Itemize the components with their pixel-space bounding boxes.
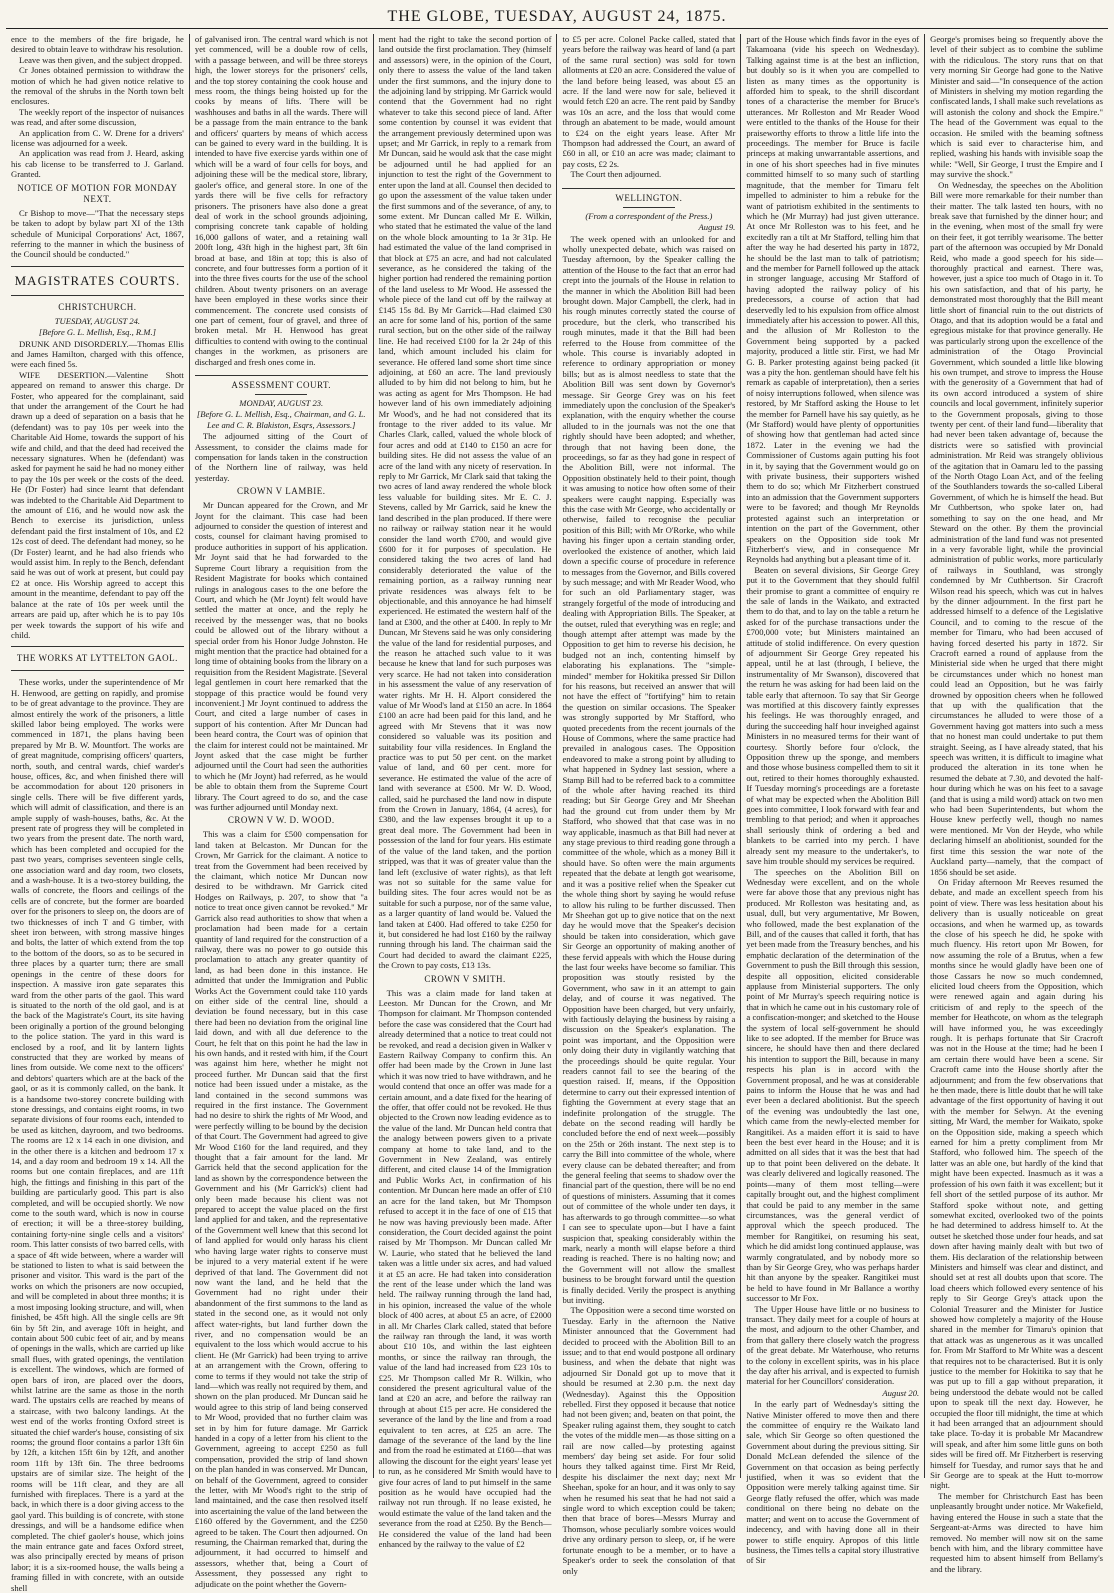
- correspondent-note: (From a correspondent of the Press.): [585, 210, 713, 221]
- divider: [623, 207, 675, 208]
- paragraph: Beaten on several divisions, Sir George Grey put it to the Government that they should fulfil their promise to grant a committee of enquiry re the sale of lands in the Waikato, and extracted them to do that, and to lay on the table a return he asked for of the purchase transactions under the £700,000 vote; but Ministers maintained an attitude of stolid indifference. On every question of adjournment Sir George Grey repeated his appeal, until he at last (through, I believe, the instrumentality of Mr Swanson), discovered that the return he was asking for had been laid on the table early that afternoon. To say that Sir George was mortified at this discovery faintly expresses his feelings. He was thoroughly enraged, and during the succeeding half hour inveighed against Ministers in no measured terms for their want of courtesy. Shortly before four o'clock, the Opposition threw up the sponge, and members and those whose business compelled them to sit it out, retired to their homes thoroughly exhausted. If Tuesday morning's proceedings are a foretaste of what may be expected when the Abolition Bill goes into committee, I look forward with fear and trembling to that period; and when it approaches shall seriously think of ordering a bed and blankets to be carried into my perch. I have already sent my measure to the undertaker's, to save him trouble should my services be required.: [746, 564, 920, 867]
- paragraph: On Wednesday, the speeches on the Abolition Bill were more remarkable for their number than their matter. The talk lasted ten hours, with no break save that furnished by the dinner hour; and in the evening, when most of the small fry were on their feet, it got terribly wearisome. The better part of the afternoon was occupied by Mr Donald Reid, who made a good speech for his side—thoroughly practical and earnest. There was, however, just a spice too much of Otago in it. To his own satisfaction, and that of his party, he demonstrated most thoroughly that the Bill meant little short of financial ruin to the out districts of Otago, and that its adoption would be a fatal and egregious mistake for that province generally. He was particularly strong upon the excellence of the administration of the Otago Provincial Government, which sounded a little like blowing his own trumpet, and strove to impress the House with the generosity of a Government that had of its own accord introduced a system of shire councils and local government, infinitely superior to the Government proposals, giving to those twenty per cent. of their land fund—liberality that had never been taken advantage of, because the districts were so satisfied with provincial administration. Mr Reid was strangely oblivious of the agitation that in Oamaru led to the passing of the North Otago Loan Act, and of the feeling of the Southlanders towards the so-called Liberal Government, of which he is himself the head. But Mr Cuthbertson, who spoke later on, had something to say on the one head, and Mr Steward on the other. By them the provincial administration of the land fund was not presented in a very favorable light, while the provincial administration of public works, more particularly of railways in Southland, was strongly condemned by Mr Cuthbertson. Sir Cracroft Wilson read his speech, which was cut in halves by the dinner adjournment. In the first part he addressed himself to a defence of the Legislative Council, and to coming to the rescue of the member for Timaru, who had been accused of having forced deserted his party in 1872. Sir Cracroft earned a round of applause from the Ministerial side when he urged that there might be circumstances under which no honest man could lead an Opposition, but he was fairly drowned by opposition cheers when he followed that up with the qualification that the circumstances he alluded to were those of a Government having got matters into such a mess that no honest man could undertake to put them straight. Seeing, as I have already stated, that his speech was written, it is difficult to imagine what produced the alteration in its tone when he resumed the debate at 7.30, and devoted the half-hour during which he was on his feet to a savage (and that is using a mild word) attack on two men who had been Superintendents, but whom the House knew perfectly well, though no names were mentioned. Mr Von der Heyde, who while declaring himself an abolitionist, sounded for the first time this session the war note of the Auckland party—namely, that the compact of 1856 should be set aside.: [930, 179, 1103, 877]
- paragraph: DRUNK AND DISORDERLY.—Thomas Ellis and James Hamilton, charged with this offence, were each fined 5s.: [11, 338, 184, 370]
- divider: [195, 375, 368, 376]
- divider: [11, 295, 184, 296]
- masthead: THE GLOBE, TUESDAY, AUGUST 24, 1875.: [6, 6, 1108, 29]
- paragraph: This was a claim made for land taken at Leeston. Mr Duncan for the Crown, and Mr Thompson for claimant. Mr Thompson contended before the case was considered that the Court had already determined that a notice to treat could not be revoked, and read a decision given in Walker v Eastern Railway Company to confirm this. An offer had been made by the Crown in June last which it was now tried to have withdrawn, and he would contend that once an offer was made for a certain amount, and a date fixed for the hearing of the offer, that offer could not be revoked. He thus objected to the Crown now leading evidence as to the value of the land. Mr Duncan held contra that the analogy between powers given to a private company at home to take land, and to the Government in New Zealand, was entirely different, and cited clause 14 of the Immigration and Public Works Act, in confirmation of his contention. Mr Duncan here made an offer of £10 an acre for the land taken, but Mr Thompson refused to accept it in the face of one of £15 that he now was having previously been made. After consideration, the Court decided against the point raised by Mr Thompson. Mr Duncan called Mr W. Laurie, who stated that he believed the land taken was a little under six acres, and had valued it at £5 an acre. He had taken into consideration the rent of the lease under which the land was held. The railway running through the land had, in his opinion, increased the value of the whole block of 400 acres, at about £5 an acre, of £2000 in all. Mr Charles Clark called, stated that before the railway ran through the land, it was worth about £10 10s, and within the last eighteen months, or since the railway ran through, the value of the land had increased from £23 10s to £25. Mr Thompson called Mr R. Wilkin, who considered the present agricultural value of the land at £20 an acre, and before the railway ran through at about £15 per acre. He considered the severance of the land by the line and from a road equivalent to ten acres, at £25 an acre. The damage of the severance of the land by the line and from the road he estimated at £160—that was allowing the discount for the eight years' lease yet to run, as he considered Mr Smith would have to give four acres of land to put himself in the same position as he would have occupied had the railway not run through. If no lease existed, he would estimate the value of the land taken and the severance from the road at £250. By the Bench—He considered the value of the land had been enhanced by the railway to the value of £2: [378, 987, 552, 1550]
- paragraph: The weekly report of the inspector of nuisances was read, and after some discussion,: [11, 106, 184, 128]
- paragraph: An application from C. W. Drene for a drivers' license was adjourned for a week.: [11, 127, 184, 149]
- column-2: [190, 34, 374, 1589]
- column-4: [557, 34, 741, 1576]
- paragraph: This was a claim for £500 compensation for land taken at Belcaston. Mr Duncan for the Crown, Mr Garrick for the claimant. A notice to treat from the Government had been received by the claimant, which notice Mr Duncan now desired to be withdrawn. Mr Garrick cited Hodges on Railways, p. 207, to show that "a notice to treat once given cannot be revoked." Mr Garrick also read authorities to show that when a proclamation had been made for a certain quantity of land required for the construction of a railway, there was no power to go outside this proclamation to attach any greater quantity of land, as had been done in this instance. He admitted that under the Immigration and Public Works Act the Government could take 110 yards on either side of the central line, should a deviation be found necessary, but in this case there had been no deviation from the original line laid down, and with all due deference to the Court, he felt that on this point he had the law in his own hands, and it rested with him, if the Court was against him here, whether he might not proceed further. Mr Duncan said that the first notice had been issued under a mistake, as the land contained in the second summons was required in the first instance. The Government had no desire to shirk the rights of Mr Wood, and were perfectly willing to be bound by the decision of that Court. The Government had agreed to give Mr Wood £160 for the land required, and they thought that a fair amount for the land. Mr Garrick held that the second application for the land as shown by the correspondence between the Government and his (Mr Garrick's) client had only been made because his client was not prepared to accept the value placed on the first land applied for and taken, and the representative of the Government well knew that this second lot of land applied for would only harass his client who having large water rights to conserve must be injured to a very material extent if he were deprived of that land. The Government did not now want the land, and he held that the Government had no right under their abandonment of the first summons to the land as stated in the second one, as it would not only affect water-rights, but land further down the river, and no compensation would be an equivalent to the loss which would accrue to his client. He (Mr Garrick) had been trying to arrive at an arrangement with the Crown, offering to come to terms if they would not take the strip of land—which was really not required by them, and shown on the plan produced. Mr Duncan said he would agree to this strip of land being conserved to Mr Wood, provided that no further claim was set in by him for future damage. Mr Garrick handed in a copy of a letter from his client to the Government, agreeing to accept £250 as full compensation, provided the strip of land shown on the plan handed in was conserved. Mr Duncan, on behalf of the Government, agreed to consider the letter, with Mr Wood's right to the strip of land maintained, and the case then resolved itself into ascertaining the value of the land between the £160 offered by the Government, and the £250 agreed to be taken. The Court then adjourned. On resuming, the Chairman remarked that, during the adjournment, it had occurred to himself and assessors, whether that, being a Court of Assessment, they possessed any right to adjudicate on the point whether the Govern-: [194, 829, 368, 1589]
- bench-note: [Before G. L. Mellish, Esq., Chairman, and G. L. Lee and C. R. Blakiston, Esqrs, Assessors.]: [196, 409, 366, 430]
- paragraph: George's promises being so frequently above the level of their subject as to combine the sublime with the ridiculous. The story runs that on that very morning Sir George had gone to the Native Minister and said—"In consequence of the action of Ministers in shelving my motion regarding the confiscated lands, I shall make such revelations as will astonish the colony and shock the Empire." The head of the Government was equal to the occasion. He smiled with the beaming softness which is said ever to characterise him, and replied, washing his hands with invisible soap the while: "Well, Sir George, I trust the Empire and I may survive the shock.": [930, 34, 1103, 180]
- divider: [11, 670, 184, 671]
- paragraph: On Friday afternoon Mr Reeves resumed the debate, and made an excellent speech from his point of view. There was less hesitation about his delivery than is usually noticeable on great occasions, and when he warmed up, as towards the close of his speech he did, he spoke with much fluency. His retort upon Mr Bowen, for now assuming the role of a Brutus, when a few months since he would gladly have been one of those Cassars he now so much condemned, elicited loud cheers from the Opposition, which were renewed again and again during his criticism of and reply to the speech of the member for Heathcote, on whom as the telegraph will have informed you, he was exceedingly rough. It is perhaps fortunate that Sir Cracroft was not in the House at the time; had he been I am certain there would have been a scene. Sir Cracroft came into the House shortly after the adjournment; and from the few observations that he then made, there is little doubt that he will take advantage of the first opportunity of having it out with the member for Selwyn. At the evening sitting, Mr Ward, the member for Waikato, spoke on the Opposition side, making a speech which earned for him a pretty compliment from Mr Stafford, who followed him. The speech of the latter was an able one, but hardly of the kind that might have been expected. Inasmuch as it was a profession of his own faith it was excellent; but it fell short of the settled purpose of its author. Mr Stafford spoke without note, and getting somewhat excited, overlooked two of the points he had determined to address himself to. At the outset he sketched those under four heads, and sat down after having mainly dealt with but two of them. His declaration of the relationship between Ministers and himself was clear and distinct, and should set at rest all doubts upon that score. The load cheers which followed every sentence of his reply to Sir George Grey's attack upon the Colonial Treasurer and the Minister for Justice showed how completely a majority of the House shared in the member for Timaru's opinion that that attack was as ungenerous as it was uncalled for. From Mr Stafford to Mr White was a descent that requires not to be characterised. But it is only justice to the member for Hokitika to say that he was put up to fill a gap without preparation, it being understood the debate would not be called upon to speak till the next day. However, he occupied the floor till midnight, the time at which it had been arranged that an adjournment should take place. To-day it is probable Mr Macandrew will speak, and after him some little guns on both sides will be fired off. Mr Fitzherbert is reserving himself for Tuesday, and rumor says that he and Sir George are to speak at the Hutt to-morrow night.: [930, 876, 1103, 1491]
- paragraph: Cr Jones obtained permission to withdraw the motion of which he had given notice relative to the removal of the shrubs in the North town belt enclosures.: [11, 65, 184, 107]
- paragraph: The Upper House have little or no business to transact. They daily meet for a couple of hours at the most, and adjourn to the other Chamber, and from that gallery there closely watch the progress of the great debate. Mr Waterhouse, who returns to the colony in excellent spirits, was in his place the day after his arrival, and is expected to furnish material for her Councillors' consideration.: [746, 1303, 920, 1387]
- section-heading: ASSESSMENT COURT.: [231, 380, 332, 390]
- paragraph: An application was read from J. Heard, asking his cab license to be transferred to J. Garland. Granted.: [11, 148, 184, 180]
- paragraph: The member for Christchurch East has been unpleasantly brought under notice. Mr Wakefield, having entered the House in such a state that the Sergeant-at-Arms was directed to have him removed. No member will now sit on the same bench with him, and the library committee have requested him to absent himself from Bellamy's and the library.: [930, 1490, 1103, 1574]
- subheading: CHRISTCHURCH.: [58, 301, 137, 312]
- divider: [11, 266, 184, 267]
- case-heading: CROWN V SMITH.: [424, 973, 506, 984]
- paragraph: These works, under the superintendence of Mr H. Henwood, are getting on rapidly, and promise to be of great advantage to the province. They are almost entirely the work of the prisoners, a little skilled labor being employed. The works were commenced in 1871, the plans having been prepared by Mr B. W. Mountfort. The works are of great magnitude, comprising officers' quarters, north, south, and central wards, chief warder's house, offices, &c, and when finished there will be accommodation for about 120 prisoners in single cells. There will be five different yards, which will admit of classification, and there is an ample supply of wash-houses, baths, &c. At the present rate of progress they will be completed in two years from the present date. The north ward, which has been completed and occupied for the past two years, comprises seventeen single cells, one association ward and day room, two closets, and a wash-house. It is a two-storey building, the walls of concrete, the floors and ceilings of the cells are of concrete, but the former are boarded over for the prisoners to sleep on, the doors are of two thicknesses of inch T and G timber, with sheet iron between, with strong massive hinges and bolts, the latter of which extend from the top to the bottom of the doors, so as to be secured in three places by a quarter turn; there are small openings in the centre of these doors for inspection. A massive iron gate separates this ward from the other parts of the gaol. This ward is situated to the north of the old gaol, and is at the back of the Magistrate's Court, its site having been originally a portion of the ground belonging to the police station. The yard in this ward is enclosed by a roof, and lit by lantern lights constructed that they are worked by means of lines from outside. We come next to the officers' and debtors' quarters which are at the back of the gaol, or as it is commonly called, on the bank. It is a handsome two-storey concrete building with stone dressings, and contains eight rooms, in two separate divisions of four rooms each, intended to be used as kitchen, dayroom, and two bedrooms. The rooms are 12 x 14 each in one division, and in the other there is a kitchen and bedroom 17 x 14, and a day room and bedroom 19 x 14. All the rooms but one contain fireplaces, and are 11ft high, the fittings and finishing in this part of the building are particularly good. This part is also completed, and will be occupied shortly. We now come to the south ward, which is now in course of erection; it will be a three-storey building, containing forty-nine single cells and a visitors' room. This latter consists of two barred cells, with a space of 4ft wide between, where a warder will be stationed to listen to what is said between the prisoner and visitor. This ward is the part of the works on which the prisoners are now occupied, and will be completed in about three months; it is a most imposing looking structure, and will, when finished, be 45ft high. All the single cells are 9ft 6in by 5ft 2in, and average 10ft in height, and contain about 500 cubic feet of air, and by means of openings in the walls, which are carried up like small flues, with grated openings, the ventilation is excellent. The windows, which are formed of open bars of iron, are placed over the doors, whilst latrine are the same as those in the north ward. The upstairs cells are reached by means of a staircase, with two balcony landings. At the west end of the works fronting Oxford street is situated the chief warder's house, consisting of six rooms; the ground floor contains a parlor 13ft 6in by 12ft, a kitchen 15ft 6in by 12ft, and another room 11ft by 13ft 6in. The three bedrooms upstairs are of similar size. The height of the rooms will be 11ft clear, and they are all furnished with fireplaces. There is a yard at the back, in which there is a door giving access to the gaol yard. This building is of concrete, with stone dressings, and will be a handsome edifice when completed. The chief gaoler's house, which joins the main entrance gate and faces Oxford street, was also principally erected by means of prison labor; it is a six-roomed house, the walls being a framing filled in with concrete, with an outside shell: [11, 677, 184, 1593]
- bench-note: [Before G. L. Mellish, Esq., R.M.]: [38, 327, 156, 338]
- column-1: [6, 34, 190, 1593]
- paragraph: The Opposition were a second time worsted on Tuesday. Early in the afternoon the Native Minister announced that the Government had decided to proceed with the Abolition Bill to an issue; and to that end would postpone all ordinary business, and when the debate that night was adjourned Sir Donald got up to move that it should be resumed at 2.30 p.m. the next day (Wednesday). Against this the Opposition rebelled. First they opposed it because that notice had not been given; and, beaten on that point, the Speaker ruling against them, they sought to catch the votes of the middle men—as those sitting on a rail are now called—by protesting against members' day being set aside. For four solid hours they talked against time. First Mr Reid, despite his disclaimer the next day; next Mr Sheehan, spoke for an hour, and it was only to say when he resumed his seat that he had not said a single word to which exception could be taken; then that brace of bores—Messrs Murray and Thomson, whose peculiarly sombre voices would drive any ordinary person to sleep, or, if he were fortunate enough to be a member, or to have a Speaker's order to seek the consolation of that only: [562, 1305, 736, 1576]
- column-5: [741, 34, 925, 1566]
- dateline: August 19.: [698, 222, 736, 233]
- case-heading: CROWN V LAMBIE.: [237, 486, 326, 497]
- paragraph: In the early part of Wednesday's sitting the Native Minister offered to move then and there the committee of enquiry re the Waikato land sale, which Sir George so often questioned the Government about during the previous sitting. Sir Donald McLean defended the silence of the Government on that occasion as being perfectly justified, when it was so evident that the Opposition were merely talking against time. Sir George flatly refused the offer, which was made conditional on there being no debate on the matter; and went on to accuse the Government of indecency, and with having done all in their power to stifle enquiry. Apropos of this little business, the Times tells a capital story illustrative of Sir: [746, 1399, 920, 1566]
- paragraph: The week opened with an unlooked for and wholly unexpected debate, which was raised on Tuesday afternoon, by the Speaker calling the attention of the House to the fact that an error had crept into the journals of the House in relation to the manner in which the Abolition Bill had been brought down. Major Campbell, the clerk, had in his rough minutes correctly stated the course of procedure, but the clerk, who transcribed his rough minutes, made it that the Bill had been referred to the House from committee of the whole. This course is invariably adopted in reference to ordinary appropriation or money bills; but as is almost needless to state that the Abolition Bill was sent down by Governor's message. Sir George Grey was on his feet immediately upon the conclusion of the Speaker's explanation, with the enquiry whether the course alluded to in the journals was not the one that rightly should have been adopted; and whether, through that not having been done, the proceedings, so far as they had gone in respect of the Abolition Bill, were not informal. The Opposition obstinately held to their point, though it was amusing to notice how often some of their speakers were caught napping. Especially was this the case with Mr George, who accidentally or otherwise, failed to recognise the peculiar position of this Bill; with Mr O'Rorke, who while having his finger upon a certain standing order, overlooked the existence of another, which laid down a specific course of procedure in reference to messages from the Governor, and Bills covered by such message; and with Mr Reader Wood, who for such an old Parliamentary stager, was strangely forgetful of the mode of introducing and dealing with Appropriation Bills. The Speaker, at the outset, ruled that everything was en regle; and though attempt after attempt was made by the Opposition to get him to reverse his decision, he budged not an inch, contenting himself by elaborating his explanations. The "simple-minded" member for Hokitika pressed Sir Dillon for his reasons, but received an answer that will not have the effect of "fortifying" him to retain the question on similar occasions. The Speaker was strongly supported by Mr Stafford, who quoted precedents from the recent journals of the House of Commons, where the same practice had prevailed in analogous cases. The Opposition endeavored to make a strong point by alluding to what happened in Sydney last session, where a Stamp Bill had to be referred back to a committee of the whole after having reached its third reading; but Sir George Grey and Mr Sheehan had the ground cut from under them by Mr Stafford, who showed that that case was in no way applicable, inasmuch as that Bill had never at any stage previous to third reading gone through a committee of the whole, which as a money Bill it should have. So often were the main arguments repeated that the debate at length got wearisome, and it was a positive relief when the Speaker cut the whole thing short by saying he would refuse to allow his ruling to be further discussed. Then Mr Sheehan got up to give notice that on the next day he would move that the Speaker's decision should be taken into consideration, which gave Sir George an opportunity of making another of these fervid appeals with which the House during the last four weeks have become so familiar. This proposition was stoutly resisted by the Government, who saw in it an attempt to gain delay, and of course it was negatived. The Opposition have been charged, but very unfairly, with factiously delaying the business by raising a discussion on the Speaker's explanation. The point was important, and the Opposition were only doing their duty in vigilantly watching that the proceedings should be quite regular. Your readers cannot fail to see the bearing of the question raised. If, means, if the Opposition determine to carry out their expressed intention of fighting the Government at every stage that an indefinite prolongation of the struggle. The debate on the second reading will hardly be concluded before the end of next week—possibly on the 25th or 26th instant. The next step is to carry the Bill into committee of the whole, where every clause can be debated thereafter; and from the general feeling that seems to shadow over the financial part of the question, there will be no end of questions of ministers. Assuming that it comes out of committee of the whole under ten days, it has afterwards to go through committee—so what I can see to speculate upon—but I have a faint suspicion that, speaking considerably within the mark, nearly a month will elapse before a third reading is reached. There is no halting now; and the Government will not allow the smallest business to be brought forward until the question is finally decided. Verily the prospect is anything but inviting.: [562, 233, 736, 1305]
- notice-heading: NOTICE OF MOTION FOR MONDAY NEXT.: [17, 182, 178, 204]
- dateline: MONDAY, AUGUST 23.: [239, 398, 324, 408]
- paragraph: ence to the members of the fire brigade, he desired to obtain leave to withdraw his resolution.: [11, 34, 184, 55]
- paragraph: Mr Duncan appeared for the Crown, and Mr Joynt for the claimant. This case had been adjourned to consider the question of interest and costs, counsel for claimant having promised to produce authorities in support of his application. Mr Joynt said that he had forwarded to the Supreme Court library a requisition from the Resident Magistrate for books which contained rulings in analogous cases to the one before the Court, and which he (Mr Joynt) felt would have settled the matter at once, and the reply he received by the messenger was, that no books could be allowed out of the library without a special order from his Honor Judge Johnston. He might mention that the practice had obtained for a long time of obtaining books from the library on a requisition from the Resident Magistrate. [Several legal gentlemen in court here remarked that the stoppage of this practice would be found very inconvenient.] Mr Joynt continued to address the Court, and cited a large number of cases in support of his contention. After Mr Duncan had been heard contra, the Court was of opinion that the claim for interest could not be maintained. Mr Joynt asked that the case might be further adjourned until the Court had seen the authorities to which he (Mr Joynt) had referred, as he would be able to obtain them from the Supreme Court library. The Court agreed to do so, and the case was further adjourned until Monday next.: [194, 500, 368, 813]
- paragraph: Leave was then given, and the subject dropped.: [19, 54, 182, 65]
- divider: [255, 394, 307, 395]
- paragraph: The adjourned sitting of the Court of Assessment, to consider the claims made for compensation for lands taken in the construction of the Northern line of railway, was held yesterday.: [194, 431, 368, 483]
- section-heading: WELLINGTON.: [615, 192, 683, 203]
- paragraph: to £5 per acre. Colonel Packe called, stated that years before the railway was heard of land (a part of the same rural section) was sold for town allotments at £20 an acre. Considered the value of the land before being leased, was about £5 an acre. If the land were now for sale, believed it would fetch £20 an acre. The rent paid by Sandby was 10s an acre, and the loss that would come through an abatement to be made, would amount to £24 on the eight years lease. After Mr Thompson had addressed the Court, an award of £60 in all, or £10 an acre was made; claimant to pay costs, £2 2s.: [562, 34, 736, 169]
- paragraph: part of the House which finds favor in the eyes of Takamoana (vide his speech on Wednesday). Talking against time is at the best an infliction, but doubly so is it when you are compelled to listen as many times as the opportunity is afforded him to speak, to the shrill discordant tones of a characterise the member for Bruce's utterances. Mr Rolleston and Mr Reader Wood were entitled to the thanks of the House for their praiseworthy efforts to throw a little life into the proceedings. The member for Bruce is facile princeps at making unwarrantable assertions, and in one of his short speeches had in five minutes committed himself to so many such of startling magnitude, that the member for Timaru felt impelled to administer to him a rebuke for the want of patriotism exhibited in the sentiments to which he (Mr Murray) had just given utterance. At once Mr Rolleston was to his feet, and he excitedly ran a tilt at Mr Stafford, telling him that after the way he had deserted his party in 1872, he should be the last man to talk of patriotism; and the member for Parnell followed up the attack in stronger language, accusing Mr Stafford of having adopted the railway policy of his predecessors, a course of action that had deservedly led to his expulsion from office almost immediately after his accession to power. All this, and the allusion of Mr Rolleston to the Government being supported by a packed majority, produced a little stir. First, we had Mr G. B. Parker protesting against being packed (it was a pity the hon. gentleman should have felt his remark as capable of interpretation), then a series of noisy interruptions followed, when silence was restored, by Mr Stafford asking the House to let the member for Parnell have his say quietly, as he (Mr Stafford) would have plenty of opportunities of showing how that gentleman had acted since 1872. Later in the evening we had the Commissioner of Customs again putting his foot in it, by saying that the Government would go on with private business, their supporters wished them to do so; which Mr Fitzherbert construed into an admission that the Government supporters were to be favored; and though Mr Reynolds protested against such an interpretation or intention on the part of the Government, other speakers on the Opposition side took Mr Fitzherbert's view, and in consequence Mr Reynolds had anything but a pleasant time of it.: [746, 34, 920, 565]
- paragraph: The Court then adjourned.: [570, 169, 662, 180]
- section-heading: THE WORKS AT LYTTELTON GAOL.: [16, 653, 178, 664]
- column-6: [925, 34, 1108, 1574]
- case-heading: CROWN V W. D. WOOD.: [227, 815, 335, 826]
- paragraph: Cr Bishop to move—"That the necessary steps be taken to adopt by bylaw part XI of the 13th schedule of Municipal Corporations' Act, 1867, referring to the manner in which the business of the Council should be conducted.": [11, 207, 184, 260]
- paragraph: of galvanised iron. The central ward which is not yet commenced, will be a double row of cells, with a passage between, and will be three storeys high, the lower storeys for the prisoners' cells, and the top storey containing the cook house and mess room, the things being hoisted up for the cooks by means of lifts. There will be washhouses and baths in all the wards. There will be a passage from the main entrance to the bank and officers' quarters by means of which access can be gained to every ward in the building. It is intended to have five exercise yards within one of which will be a ward of four cells for boys, and adjoining these will be the medical store, library, gaoler's office, and general store. In one of the yards there will be five cells for refractory prisoners. The prisoners have also done a great deal of work in the school grounds adjoining, comprising concrete tank capable of holding 16,000 gallons of water, and a retaining wall 200ft long, 43ft high in the highest part, 3ft 6in broad at base, and 18in at top; this is also of concrete, and four buttresses form a portion of it into the three fives courts for the use of the school children. About twenty prisoners on an average have been employed in these works since their commencement. The concrete used consists of one part of cement, four of gravel, and three of broken metal. Mr H. Henwood has great difficulties to contend with owing to the continual changes in the workmen, as prisoners are discharged and fresh ones come in.: [194, 34, 368, 367]
- paragraph: WIFE DESERTION.—Valentine Shott appeared on remand to answer this charge. Dr Foster, who appeared for the complainant, said that under the arrangement of the Court he had drawn up a deed of separation on a basis that he (defendant) was to pay 10s per week into the Charitable Aid Home, towards the support of his wife and child, and that the deed had received the necessary signatures. When he (defendant) was asked for payment he said he had no money either to pay the 10s per week or the costs of the deed. He (Dr Foster) had since learnt that defendant was indebted to the Charitable Aid Department to the amount of £16, and he would now ask the Bench to exercise its jurisdiction, unless defendant paid the first instalment of 10s, and £2 12s cost of deed. The defendant had money, so he (Dr Foster) learnt, and he had also friends who would assist him. In reply to the Bench, defendant said he was out of work at present, but could pay £2 at once. His Worship agreed to accept this amount in the meantime, defendant to pay off the balance at the rate of 10s per week until the arrears are paid up, after which he is to pay 10s per week towards the support of his wife and child.: [11, 369, 184, 640]
- divider: [11, 646, 184, 647]
- section-heading: MAGISTRATES COURTS.: [14, 272, 181, 288]
- paragraph: The speeches on the Abolition Bill on Wednesday were excellent, and on the whole were far above those that any previous night has produced. Mr Rolleston was hesitating and, as usual, dull, but very argumentative, Mr Bowen, who followed, made the best explanation of the Bill, and of the causes that called it forth, that has yet been made from the Treasury benches, and his emphatic declaration of the determination of the Government to push the Bill through this session, despite all opposition, elicited considerable applause from Ministerial supporters. The only point of Mr Murray's speech requiring notice is that in which he came out in his customary role of a confiscation-monger; and sketched to the House the system of local self-government he should like to see adopted. If the member for Bruce was sincere, he should have then and there declared his intention to support the Bill, because in many respects his plan is in accord with the Government proposal, and he was at considerable pains to inform the House that he was and had ever been a declared abolitionist. But the speech of the evening was undoubtedly the last one, which came from the newly-elected member for Rangitikei. As a maiden effort it is said to have been the best ever heard in the House; and it is admitted on all sides that it was the best that had up to that point been delivered on the debate. It was clearly delivered and logically reasoned. The points—many of them most telling—were capitally brought out, and the highest compliment that could be paid to any member in the same circumstances, was the general verdict of approval which the speech produced. The member for Rangitikei, on resuming his seat, which he did amidst long continued applause, was warmly congratulated, and by nobody more so than by Sir George Grey, who was perhaps harder hit than anyone by the speaker. Rangitikei must be held to have found in Mr Ballance a worthy successor to Mr Fox.: [746, 866, 920, 1304]
- divider: [562, 188, 735, 189]
- dateline: August 20.: [882, 1387, 920, 1398]
- columns: [6, 34, 1108, 1593]
- column-3: [374, 34, 558, 1550]
- paragraph: ment had the right to take the second portion of land outside the first proclamation. They (himself and assessors) were, in the opinion of the Court, only there to assess the value of the land taken under the first summons, and the injury done to the adjoining land by stripping. Mr Garrick would contend that the Government had no right whatever to take this second piece of land. After some contention by counsel it was evident that the arrangement previously determined upon was upset; and Mr Garrick, in reply to a remark from Mr Duncan, said he would ask that the case might be adjourned until he had applied for an injunction to test the right of the Government to enter upon the land at all. Counsel then decided to go upon the assessment of the value taken under the first summons and of the severance, of any, to some extent. Mr Duncan called Mr E. Wilkin, who stated that he estimated the value of the land on the whole block amounting to 1a 3r 31p. He had estimated the value of the land comprised in that block at £75 an acre, and had not calculated severance, as he considered the taking of the higher portion had rendered the remaining portion of the land useless to Mr Wood. He assessed the whole piece of the land cut off by the railway at £145 15s 8d. By Mr Garrick—Had claimed £30 an acre for some land of his, portion of the same rural section, but on the other side of the railway line. He had received £100 for la 2r 24p of this land, which amount included his claim for severance. He offered land some short time since adjoining, at £60 an acre. The land previously alluded to by him did not belong to him, but he was acting as agent for Mrs Thompson. He had however land of his own immediately adjoining Mr Wood's, and he had not considered that its frontage to the river added to its value. Mr Charles Clark, called, valued the whole block of four acres and odd at £140 to £150 an acre for building sites. He did not assess the value of an acre of the land with any nicety of reservation. In reply to Mr Garrick, Mr Clark said that taking the two acres of land away rendered the whole block less valuable for building sites. Mr E. C. J. Stevens, called by Mr Garrick, said he knew the land described in the plan produced. If there were no railway or railway station near it he would consider the land worth £700, and would give £600 for it for purposes of speculation. He considered taking the two acres of land had considerably deteriorated the value of the remaining portion, as a railway running near private residences was always felt to be objectionable, and this annoyance he had himself experienced. He estimated the western half of the land at £300, and the other at £400. In reply to Mr Duncan, Mr Stevens said he was only considering the value of the land for residential purposes, and the reason he attached such value to it was because he knew that land for such purposes was very scarce. He had not taken into consideration in his assessment the value of any reservation of water rights. Mr H. H. Alport considered the value of Mr Wood's land at £150 an acre. In 1864 £100 an acre had been paid for this land, and he agreed with Mr Stevens that it was now considered so valuable was its position and suitability four villa residences. In England the practice was to put 50 per cent. on the market value of land, and 60 per cent. more for severance. He estimated the value of the acre of land with severance at £500. Mr W. D. Wood, called, said he purchased the land now in dispute from the Crown in January, 1864, (4 acres), for £380, and the law expenses brought it up to a great deal more. The Government had been in possession of the land for four years. His estimate of the value of the land taken, and the portion stripped, was that it was of greater value than the land left (exclusive of water rights), as that left was not so suitable for the same value for building sites. The four acres would not be as suitable for such a purpose, nor of the same value, as a larger quantity of land would be. Valued the land taken at £400. Had offered to take £250 for it, but considered he had lost £160 by the railway running through his land. The chairman said the Court had decided to award the claimant £225, the Crown to pay costs, £13 13s.: [378, 34, 552, 971]
- dateline: TUESDAY, AUGUST 24.: [54, 315, 141, 326]
